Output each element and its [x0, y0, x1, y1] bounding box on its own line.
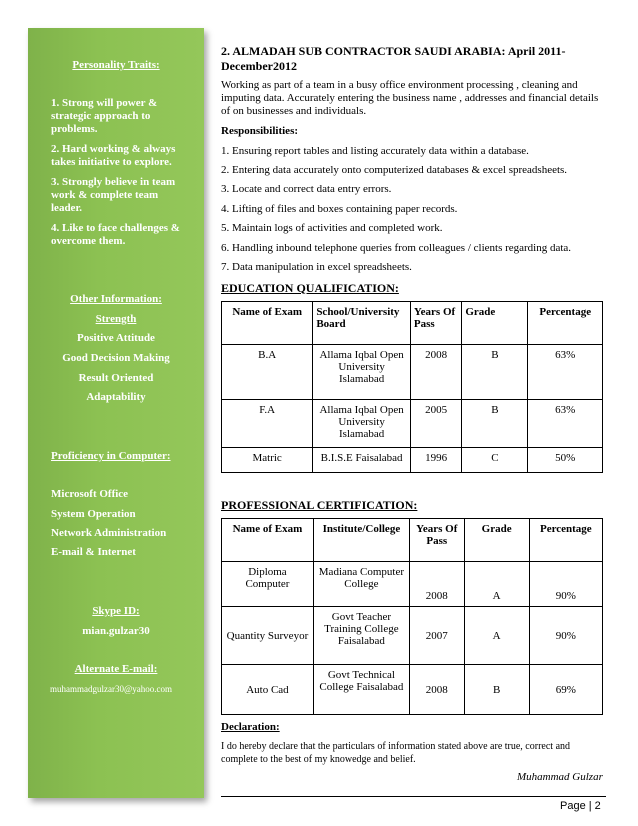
certification-table [221, 518, 603, 715]
trait-item: 4. Like to face challenges & overcome them. [51, 222, 180, 247]
table-row [222, 400, 603, 448]
table-cell: 2007 [409, 607, 464, 665]
responsibility-item: 3. Locate and correct data entry errors. [221, 183, 392, 195]
declaration-label: Declaration: [221, 721, 280, 733]
table-row [222, 665, 603, 715]
table-row [222, 607, 603, 665]
table-header-cell: Percentage [528, 302, 603, 345]
responsibility-item: 1. Ensuring report tables and listing accurately data within a database. [221, 145, 529, 157]
table-cell: A [464, 562, 529, 607]
table-cell: Allama Iqbal Open University Islamabad [313, 400, 411, 448]
responsibility-item: 5. Maintain logs of activities and completed work. [221, 222, 443, 234]
declaration-text: I do hereby declare that the particulars of information stated above are true, correct and complete to the best of my knowedge and belief. [221, 741, 571, 765]
table-cell: B [462, 400, 528, 448]
other-info-item: Positive Attitude [77, 332, 155, 344]
sidebar [28, 28, 204, 798]
table-header-cell: Years Of Pass [410, 302, 461, 345]
table-cell: Auto Cad [222, 665, 314, 715]
table-cell: Quantity Surveyor [222, 607, 314, 665]
table-header-cell: Years Of Pass [409, 519, 464, 562]
responsibility-item: 7. Data manipulation in excel spreadsheets. [221, 261, 412, 273]
table-header-cell: School/University Board [313, 302, 411, 345]
experience-description: Working as part of a team in a busy office environment processing , cleaning and imputing data. Accurately entering the business name , addresses and financial details of on businesses and individuals. [221, 79, 599, 117]
table-header-row [222, 302, 603, 345]
table-cell: C [462, 448, 528, 473]
table-cell: B.A [222, 345, 313, 400]
table-cell: 2008 [409, 562, 464, 607]
responsibility-item: 4. Lifting of files and boxes containing paper records. [221, 203, 458, 215]
table-cell: Diploma Computer [222, 562, 314, 607]
table-header-cell: Name of Exam [222, 519, 314, 562]
table-header-cell: Name of Exam [222, 302, 313, 345]
table-row [222, 562, 603, 607]
certification-heading: PROFESSIONAL CERTIFICATION: [221, 498, 418, 512]
table-cell: B [464, 665, 529, 715]
table-cell: 2008 [410, 345, 461, 400]
other-info-item: Good Decision Making [62, 352, 170, 364]
page-number: Page | 2 [560, 800, 601, 812]
responsibility-item: 2. Entering data accurately onto computerized databases & excel spreadsheets. [221, 164, 568, 176]
computer-item: System Operation [51, 508, 136, 520]
skype-heading: Skype ID: [92, 605, 140, 617]
computer-heading: Proficiency in Computer: [51, 450, 171, 462]
experience-heading-cont: December2012 [221, 59, 297, 73]
table-cell: B.I.S.E Faisalabad [313, 448, 411, 473]
table-row [222, 448, 603, 473]
table-cell: 2005 [410, 400, 461, 448]
table-cell: 69% [529, 665, 602, 715]
table-cell: Madiana Computer College [313, 562, 409, 607]
responsibilities-label: Responsibilities: [221, 125, 299, 137]
computer-item: E-mail & Internet [51, 546, 136, 558]
trait-item: 3. Strongly believe in team work & complete team leader. [51, 176, 176, 214]
table-cell: Matric [222, 448, 313, 473]
skype-value: mian.gulzar30 [82, 625, 150, 637]
table-cell: 63% [528, 400, 603, 448]
table-cell: Govt Technical College Faisalabad [313, 665, 409, 715]
other-info-heading: Other Information: [70, 293, 162, 305]
table-cell: 50% [528, 448, 603, 473]
table-cell: Allama Iqbal Open University Islamabad [313, 345, 411, 400]
education-table [221, 301, 603, 473]
table-header-cell: Percentage [529, 519, 602, 562]
table-cell: 90% [529, 607, 602, 665]
table-cell: B [462, 345, 528, 400]
table-header-cell: Institute/College [313, 519, 409, 562]
other-info-item: Result Oriented [78, 372, 154, 384]
table-cell: Govt Teacher Training College Faisalabad [313, 607, 409, 665]
alt-email-heading: Alternate E-mail: [74, 663, 158, 675]
computer-item: Network Administration [51, 527, 167, 539]
table-cell: 2008 [409, 665, 464, 715]
responsibility-item: 6. Handling inbound telephone queries from colleagues / clients regarding data. [221, 242, 572, 254]
alt-email-value[interactable]: muhammadgulzar30@yahoo.com [50, 684, 173, 694]
table-row [222, 345, 603, 400]
table-cell: A [464, 607, 529, 665]
personality-heading: Personality Traits: [72, 59, 160, 71]
education-heading: EDUCATION QUALIFICATION: [221, 281, 399, 295]
experience-heading: 2. ALMADAH SUB CONTRACTOR SAUDI ARABIA: April 2011- [221, 44, 566, 58]
table-header-row [222, 519, 603, 562]
table-header-cell: Grade [462, 302, 528, 345]
trait-item: 2. Hard working & always takes initiative to explore. [51, 143, 176, 168]
table-header-cell: Grade [464, 519, 529, 562]
table-cell: 90% [529, 562, 602, 607]
table-cell: 1996 [410, 448, 461, 473]
footer-divider [221, 796, 606, 797]
computer-item: Microsoft Office [51, 488, 129, 500]
table-cell: 63% [528, 345, 603, 400]
other-info-item: Adaptability [86, 391, 146, 403]
signature: Muhammad Gulzar [517, 771, 603, 783]
other-info-item: Strength [95, 313, 137, 325]
trait-item: 1. Strong will power & strategic approach to problems. [51, 97, 158, 135]
table-cell: F.A [222, 400, 313, 448]
